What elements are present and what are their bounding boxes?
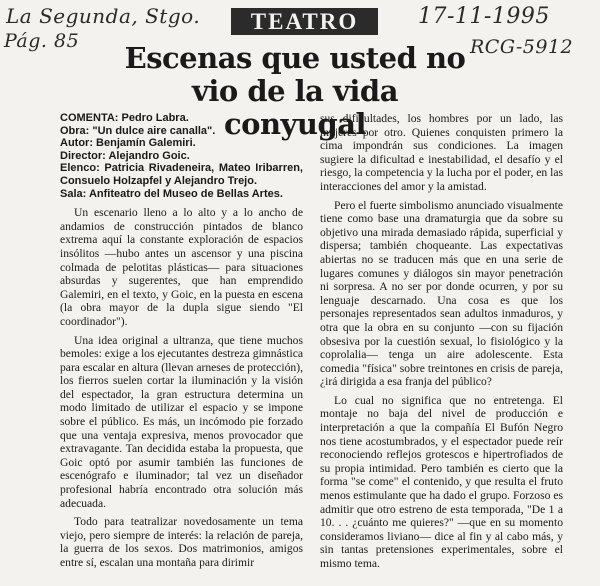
credit-line: COMENTA: Pedro Labra. [60,112,189,124]
handwritten-date-note: 17-11-1995 [418,4,550,29]
headline: Escenas que usted no vio de la vida conyugal [124,41,466,141]
handwritten-source-note: La Segunda, Stgo. [6,4,201,28]
credit-line: Sala: Anfiteatro del Museo de Bellas Artes. [60,187,283,200]
body-paragraph: Lo cual no significa que no entretenga. El montaje no baja del nivel de producción e interpretación a que la compañía El Bufón Negro nos tiene acostumbrados, y el espectador puede reír reconociendo reflejos grotescos e hipertrofiados de su propia intimidad. Pero también es cierto que la forma "se come" el contenido, y que resulta el fruto menos estimulante que ha dado el grupo. Forzoso es admitir que otro estreno de esta temporada, "De 1 a 10. . . ¿cuánto me quieres?" —que en su momento consideramos liviano— dice al fin y al cabo más, y sin tantas pretensiones experimentales, sobre el mismo tema. [320,393,563,570]
credit-line: Autor: Benjamín Galemiri. [60,137,196,150]
credits-block [60,112,303,200]
article-column-left [60,112,303,575]
body-paragraph: Una idea original a ultranza, que tiene muchos bemoles: exige a los ejecutantes destreza gimnástica para escalar en altura (llevan arneses de protección), los fierros suelen cortar la iluminación y la visión del espectador, la gran estructura determina un modo limitado de utilizar el espacio y se impone sobre el público. Es más, un incómodo pie forzado que una ventaja expresiva, menos provocador que extravagante. Tan decidida estaba la propuesta, que Goic optó por asumir también las funciones de escenógrafo e iluminador; tal vez un diseñador profesional habría encontrado otra solución más adecuada. [60,333,303,510]
body-paragraph: Pero el fuerte simbolismo anunciado visualmente tiene como base una dramaturgia que da sobre su objetivo una mirada demasiado rápida, superficial y dispersa; también choqueante. Las expectativas abiertas no se traducen más que en una serie de lugares comunes y diálogos sin mayor penetración ni sorpresa. A no ser por donde ocurren, y por su lenguaje descarnado. Una cosa es que los personajes representados sean adultos inmaduros, y otra que la obra en su conjunto —con su fijación obsesiva por la cuestión sexual, lo fisiológico y la coprolalia— tenga un aire adolescente. Esta comedia "física" sobre treintones en crisis de pareja, ¿irá dirigida a esa franja del público? [320,198,563,389]
credit-line: Elenco: Patricia Rivadeneira, Mateo Iribarren, Consuelo Holzapfel y Alejandro Trejo. [60,162,303,187]
handwritten-archive-code: RCG-5912 [470,36,574,58]
credit-line: Obra: "Un dulce aire canalla". [60,124,216,137]
handwritten-page-note: Pág. 85 [4,30,80,52]
section-label: TEATRO [231,8,378,35]
credit-line: Director: Alejandro Goic. [60,149,190,162]
body-paragraph: sus dificultades, los hombres por un lado, las mujeres por otro. Quienes conquisten primero la cima impondrán sus condiciones. La imagen sugiere la dificultad e inestabilidad, el desafío y el riesgo, la competencia y la lucha por el poder, en las interacciones del amor y la amistad. [320,112,563,193]
article-column-right [320,112,563,576]
body-paragraph: Todo para teatralizar novedosamente un tema viejo, pero siempre de interés: la relación de pareja, la guerra de los sexos. Dos matrimonios, amigos entre sí, escalan una montaña para dirimir [60,515,303,569]
body-paragraph: Un escenario lleno a lo alto y a lo ancho de andamios de construcción pintados de blanco extrema aquí la constante exploración de espacios insólitos —hubo antes un ascensor y una piscina colmada de pelotitas plásticas— para situaciones absurdas y sugerentes, que han emprendido Galemiri, en el texto, y Goic, en la puesta en escena (la obra mayor de la dupla sigue siendo "El coordinador"). [60,206,303,328]
